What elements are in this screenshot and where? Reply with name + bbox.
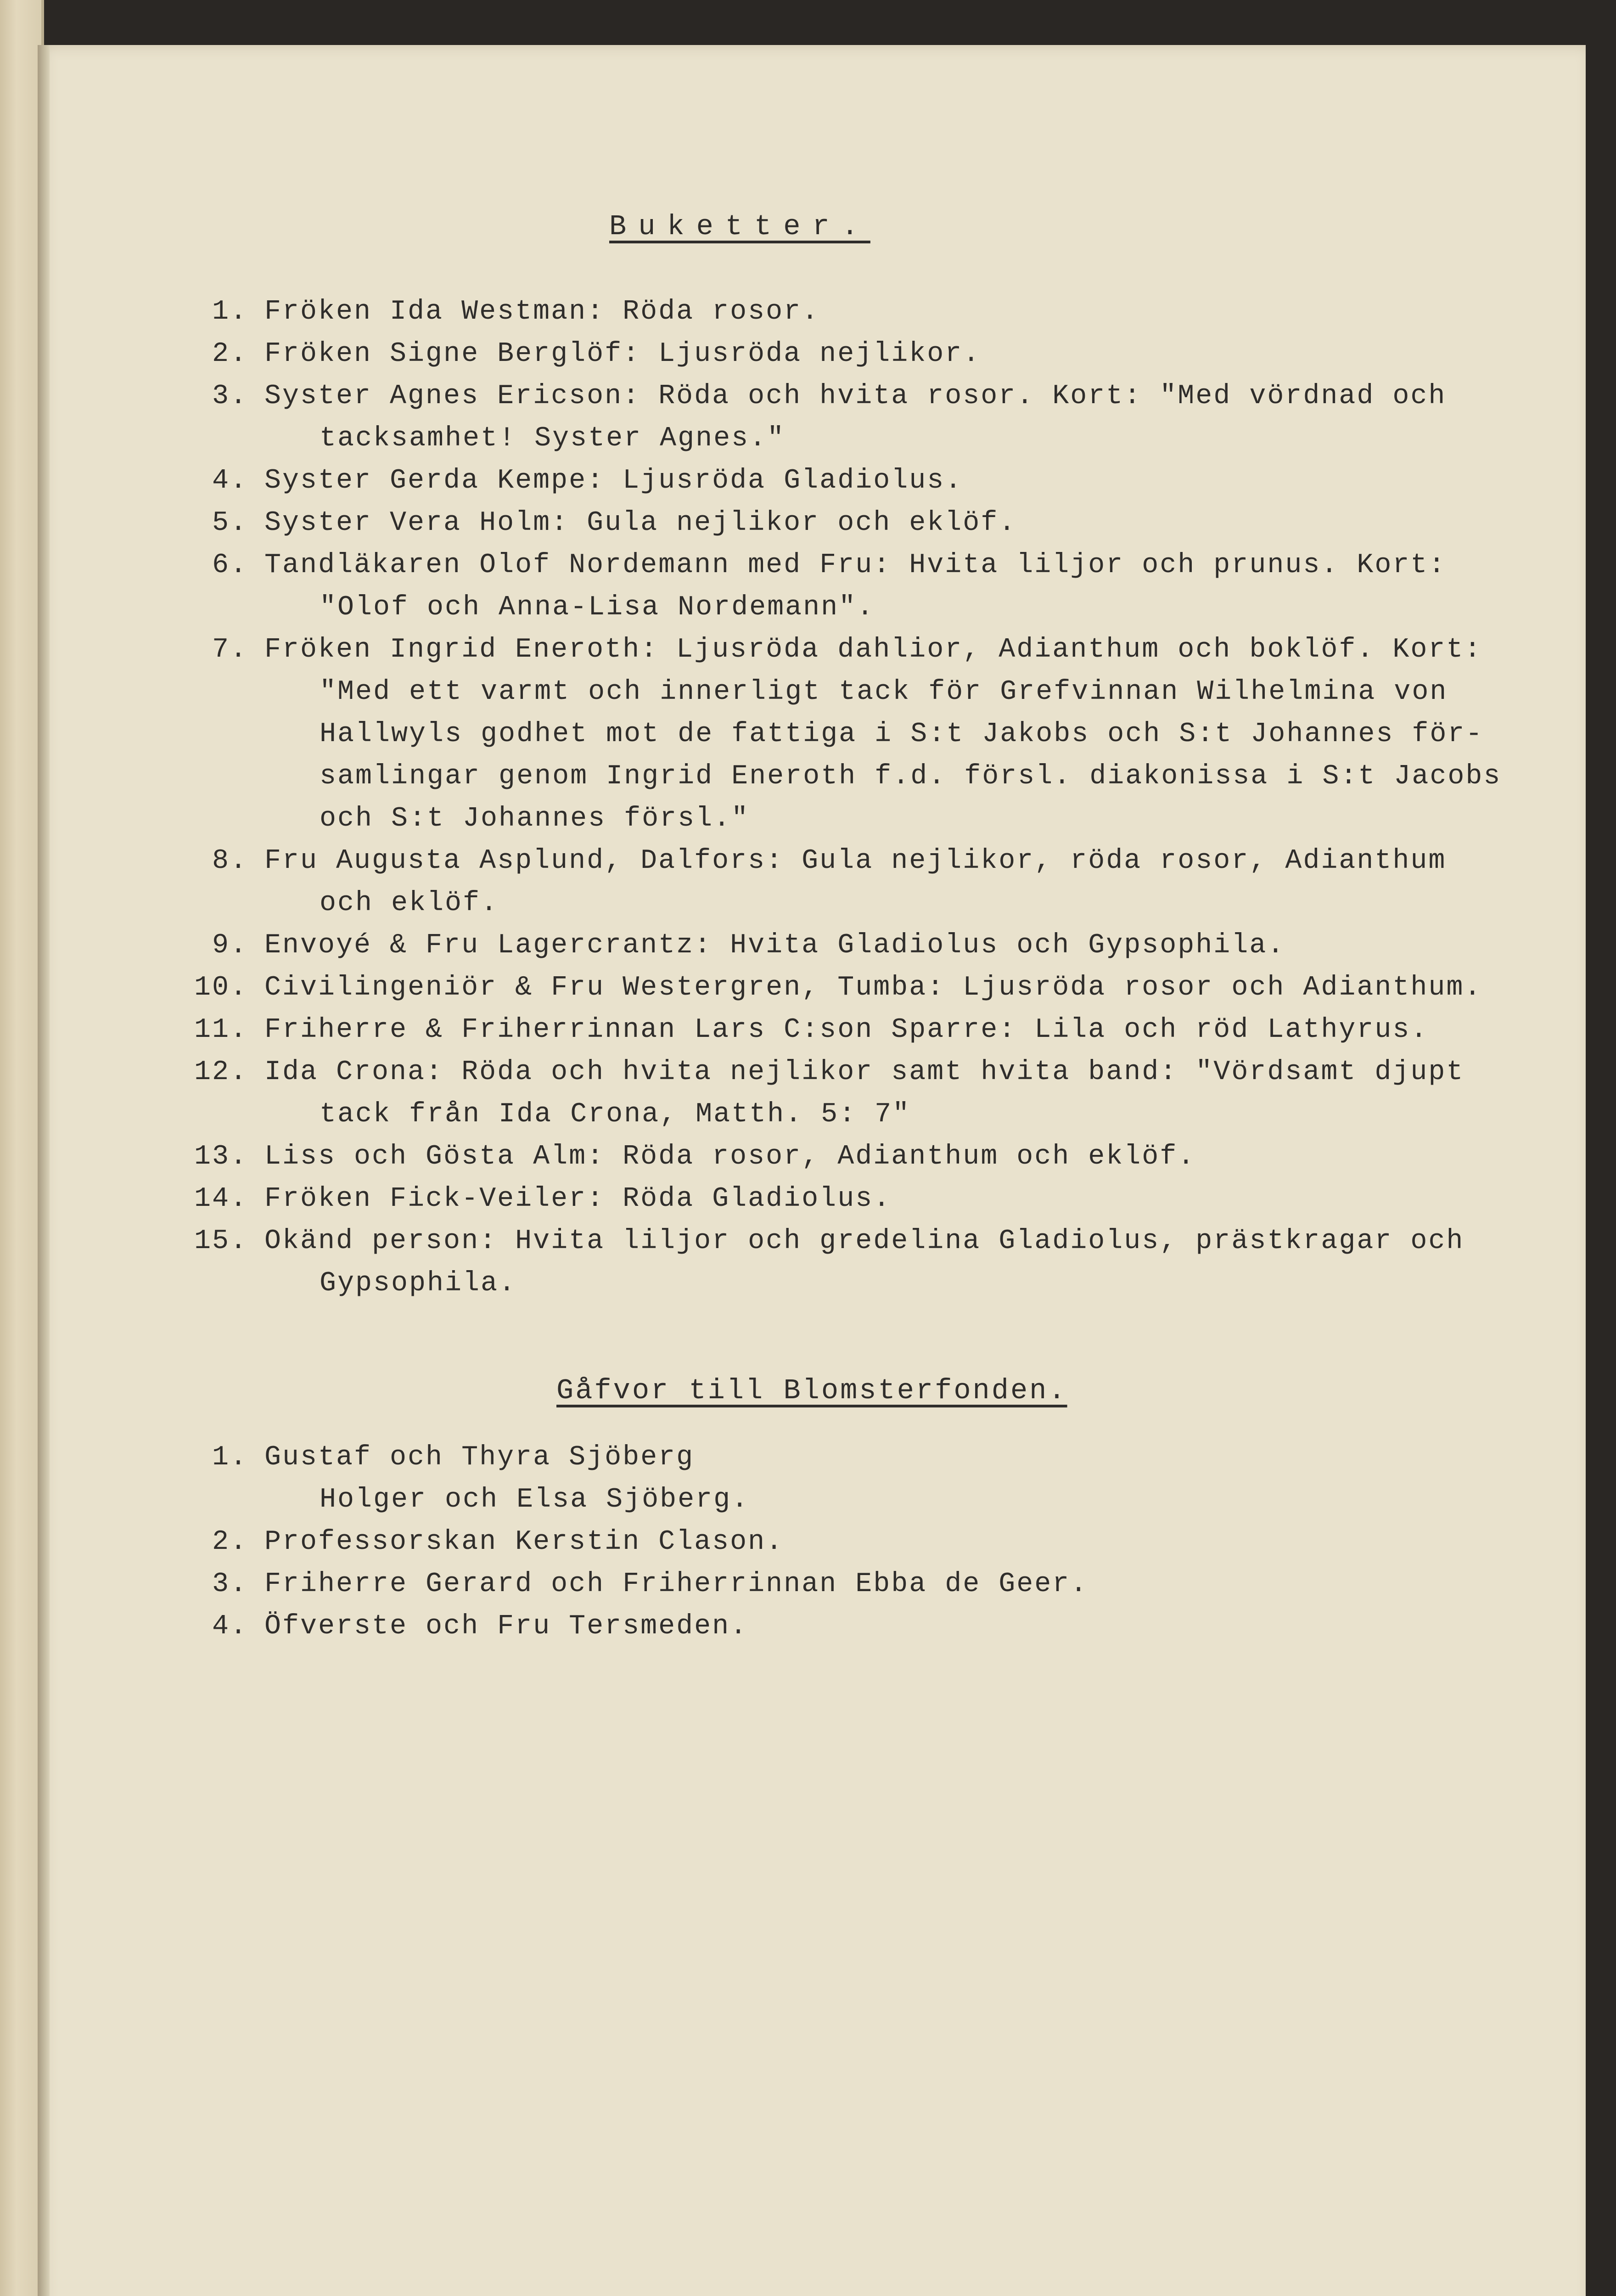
item-text: Syster Agnes Ericson: Röda och hvita rosor. Kort: "Med vördnad och [264, 381, 1447, 412]
item-text-continued: samlingar genom Ingrid Eneroth f.d. försl. diakonissa i S:t Jacobs [320, 761, 1502, 792]
list-item [189, 1051, 1557, 1136]
section-title: Gåfvor till Blomsterfonden. [556, 1374, 1067, 1407]
list-item [189, 1605, 1557, 1648]
item-text: Okänd person: Hvita liljor och gredelina Gladiolus, prästkragar och [264, 1226, 1464, 1257]
item-number: 4. [212, 465, 248, 496]
item-number: 2. [212, 338, 248, 370]
list-item [189, 291, 1557, 333]
item-text: Gustaf och Thyra Sjöberg [264, 1442, 695, 1473]
item-text: Professorskan Kerstin Clason. [264, 1526, 784, 1558]
item-text: Tandläkaren Olof Nordemann med Fru: Hvita liljor och prunus. Kort: [264, 550, 1447, 581]
list-item [189, 629, 1557, 840]
item-number: 1. [212, 296, 248, 327]
document-page [38, 45, 1586, 2296]
item-number: 4. [212, 1611, 248, 1642]
list-item [189, 502, 1557, 544]
list-item [189, 967, 1557, 1009]
list-item [189, 1436, 1557, 1521]
item-text-continued: Holger och Elsa Sjöberg. [320, 1484, 750, 1515]
item-text: Liss och Gösta Alm: Röda rosor, Adianthum och eklöf. [264, 1141, 1196, 1172]
item-text: Civilingeniör & Fru Westergren, Tumba: Ljusröda rosor och Adianthum. [264, 972, 1482, 1003]
list-item [189, 840, 1557, 924]
item-text-continued: "Med ett varmt och innerligt tack för Grefvinnan Wilhelmina von [320, 676, 1448, 708]
item-text: Fru Augusta Asplund, Dalfors: Gula nejlikor, röda rosor, Adianthum [264, 845, 1447, 877]
item-text: Syster Vera Holm: Gula nejlikor och eklöf. [264, 507, 1017, 539]
item-number: 3. [212, 1569, 248, 1600]
item-number: 5. [212, 507, 248, 539]
item-number: 15. [194, 1226, 248, 1257]
list-item [189, 1563, 1557, 1605]
item-number: 2. [212, 1526, 248, 1558]
item-text-continued: och S:t Johannes försl." [320, 803, 750, 834]
item-text: Fröken Ingrid Eneroth: Ljusröda dahlior, Adianthum och boklöf. Kort: [264, 634, 1482, 665]
list-item [189, 544, 1557, 629]
item-number: 14. [194, 1183, 248, 1215]
item-number: 13. [194, 1141, 248, 1172]
item-text-continued: Gypsophila. [320, 1268, 517, 1299]
item-text-continued: tack från Ida Crona, Matth. 5: 7" [320, 1099, 911, 1130]
list-item [189, 1178, 1557, 1220]
item-text: Friherre & Friherrinnan Lars C:son Sparre: Lila och röd Lathyrus. [264, 1014, 1429, 1046]
item-number: 6. [212, 550, 248, 581]
item-number: 11. [194, 1014, 248, 1046]
item-text: Ida Crona: Röda och hvita nejlikor samt hvita band: "Vördsamt djupt [264, 1057, 1464, 1088]
item-text: Öfverste och Fru Tersmeden. [264, 1611, 748, 1642]
item-number: 12. [194, 1057, 248, 1088]
item-number: 3. [212, 381, 248, 412]
list-item [189, 1009, 1557, 1051]
item-text: Envoyé & Fru Lagercrantz: Hvita Gladiolus och Gypsophila. [264, 930, 1285, 961]
item-number: 9. [212, 930, 248, 961]
bouquet-list [189, 291, 1557, 1305]
item-text-continued: "Olof och Anna-Lisa Nordemann". [320, 592, 875, 623]
item-text: Fröken Fick-Veiler: Röda Gladiolus. [264, 1183, 892, 1215]
list-item [189, 924, 1557, 967]
page-edge [38, 45, 50, 2296]
item-text: Fröken Ida Westman: Röda rosor. [264, 296, 820, 327]
list-item [189, 1220, 1557, 1305]
item-text: Syster Gerda Kempe: Ljusröda Gladiolus. [264, 465, 963, 496]
item-text-continued: Hallwyls godhet mot de fattiga i S:t Jakobs och S:t Johannes för- [320, 719, 1484, 750]
item-text-continued: tacksamhet! Syster Agnes." [320, 423, 786, 454]
list-item [189, 1521, 1557, 1563]
item-text: Friherre Gerard och Friherrinnan Ebba de Geer. [264, 1569, 1089, 1600]
page-title: Buketter. [609, 210, 870, 243]
list-item [189, 375, 1557, 460]
list-item [189, 333, 1557, 375]
item-number: 7. [212, 634, 248, 665]
item-text: Fröken Signe Berglöf: Ljusröda nejlikor. [264, 338, 981, 370]
item-text-continued: och eklöf. [320, 888, 499, 919]
list-item [189, 460, 1557, 502]
list-item [189, 1136, 1557, 1178]
item-number: 8. [212, 845, 248, 877]
item-number: 10. [194, 972, 248, 1003]
gift-list [189, 1436, 1557, 1648]
item-number: 1. [212, 1442, 248, 1473]
